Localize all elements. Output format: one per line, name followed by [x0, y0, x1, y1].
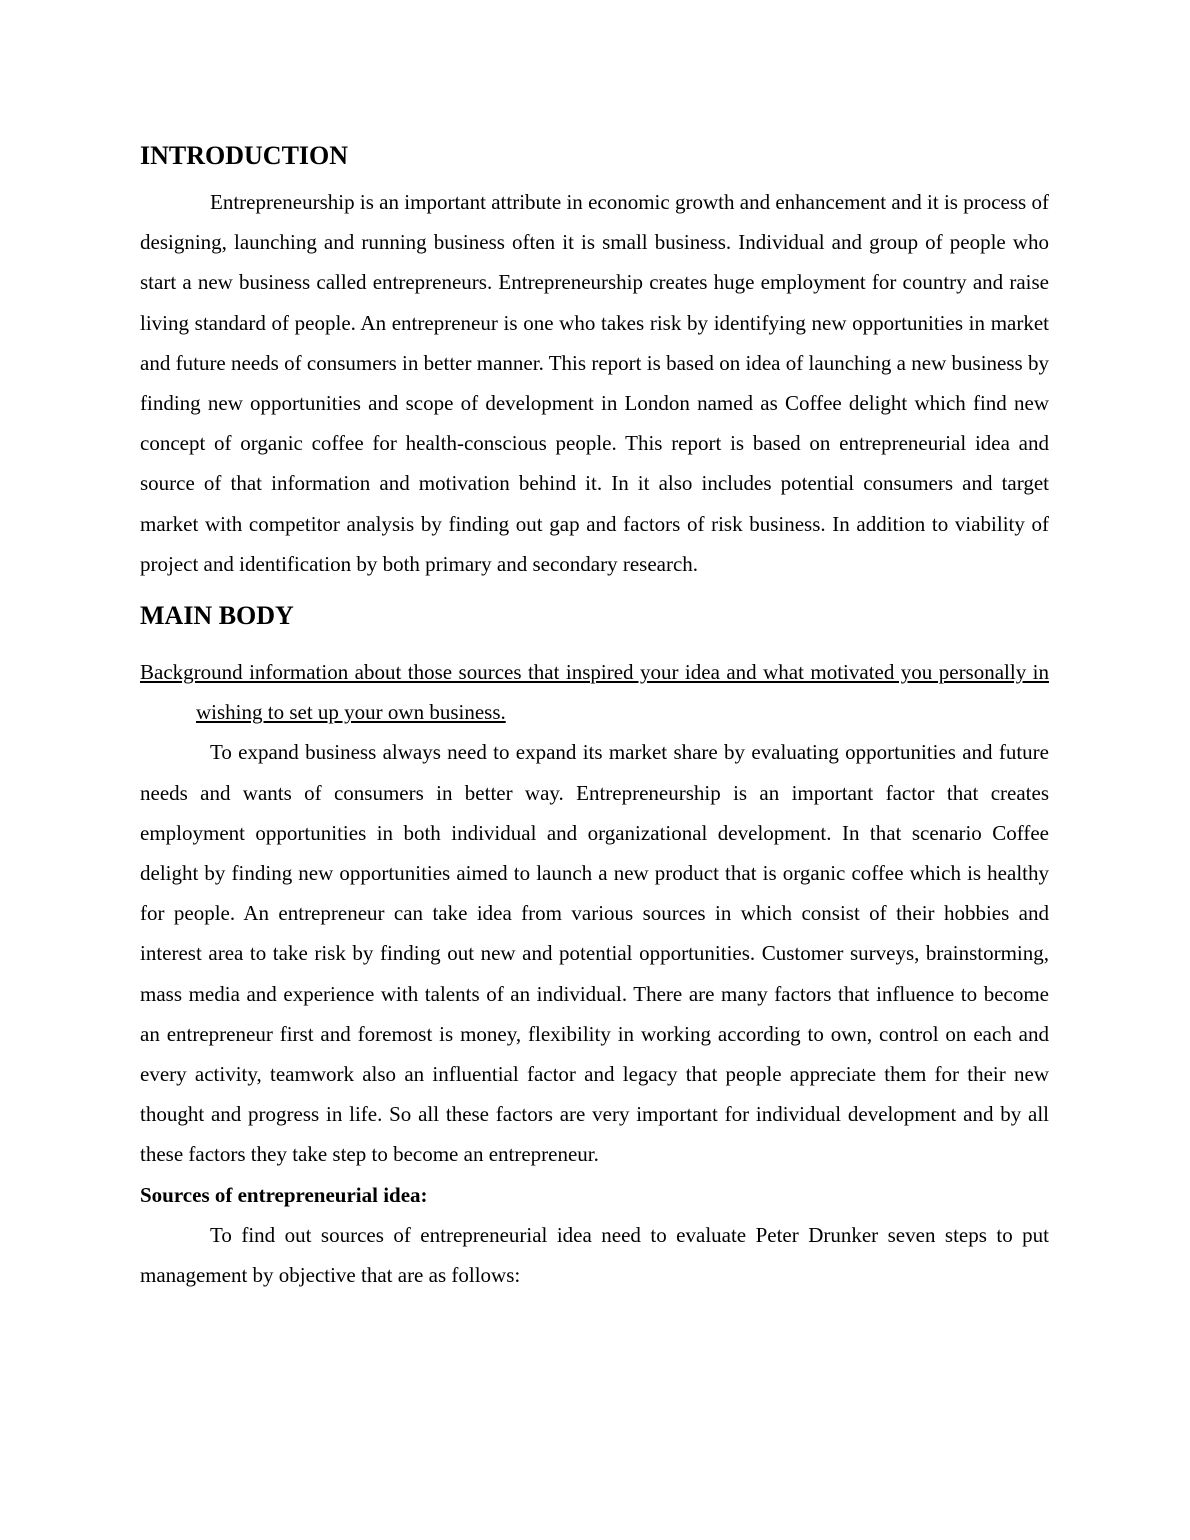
background-subtitle: Background information about those sources that inspired your idea and what motivated you personally in wishing to set up your own business. — [140, 660, 1049, 725]
background-paragraph: To expand business always need to expand its market share by evaluating opportunities and future needs and wants of consumers in better way. Entrepreneurship is an important factor that creates employment opportunities in both individual and organizational development. In that scenario Coffee delight by finding new opportunities aimed to launch a new product that is organic coffee which is healthy for people. An entrepreneur can take idea from various sources in which consist of their hobbies and interest area to take risk by finding out new and potential opportunities. Customer surveys, brainstorming, mass media and experience with talents of an individual. There are many factors that influence to become an entrepreneur first and foremost is money, flexibility in working according to own, control on each and every activity, teamwork also an influential factor and legacy that people appreciate them for their new thought and progress in life. So all these factors are very important for individual development and by all these factors they take step to become an entrepreneur. — [140, 740, 1049, 1167]
sources-subheading: Sources of entrepreneurial idea: — [140, 1182, 428, 1207]
main-body-heading: MAIN BODY — [140, 601, 294, 631]
introduction-heading: INTRODUCTION — [140, 141, 349, 170]
introduction-paragraph: Entrepreneurship is an important attribute in economic growth and enhancement and it is process of designing, launching and running business often it is small business. Individual and group of people who start a new business called entrepreneurs. Entrepreneurship creates huge employment for country and raise living standard of people. An entrepreneur is one who takes risk by identifying new opportunities in market and future needs of consumers in better manner. This report is based on idea of launching a new business by finding new opportunities and scope of development in London named as Coffee delight which find new concept of organic coffee for health-conscious people. This report is based on entrepreneurial idea and source of that information and motivation behind it. In it also includes potential consumers and target market with competitor analysis by finding out gap and factors of risk business. In addition to viability of project and identification by both primary and secondary research. — [140, 190, 1049, 576]
document-page — [140, 138, 1049, 1295]
sources-paragraph: To find out sources of entrepreneurial idea need to evaluate Peter Drunker seven steps to put management by objective that are as follows: — [140, 1222, 1049, 1288]
